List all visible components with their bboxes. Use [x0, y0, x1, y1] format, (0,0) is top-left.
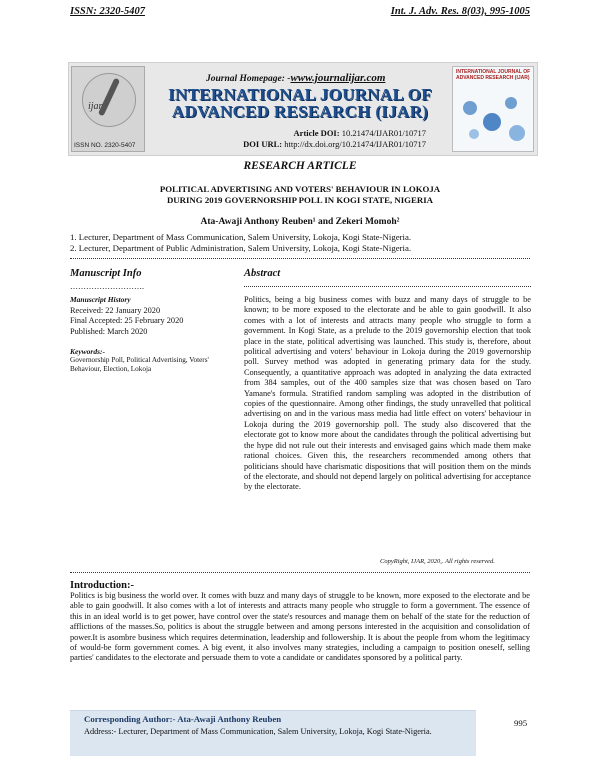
homepage-label: Journal Homepage: -	[206, 74, 291, 84]
molecule-icon	[463, 101, 477, 115]
abstract-text: Politics, being a big business comes with buzz and many days of struggle to be known; to be more exposed to the electorate and be able to gain goodwill. It also comes with a lot of interests and attracts many people who struggle to form a government. In Kogi State, as a prelude to the 2019 governorship election that took place in the state, political advertising was launched. This study is, therefore, about political advertising and voters' behaviour in Lokoja during the 2019 governorship poll. Survey method was adopted in generating primary data for the study. Consequently, a quantitative approach was adopted in analyzing the data extracted from 384 samples, out of the 400 samples size that was chosen based on Taro Yamane's formula. Stratified random sampling was adopted in the distribution of copies of the questionnaire. Among other findings, the study unravelled that political advertising on and in the various mass media had little effect on voters' behaviour in Lokoja during the 2019 governorship poll. The study also discovered that the electorate got to know more about the candidates through the political advertising but the hype did not rule out their interests and envisaged gains which made them make rational choices. Given this, the researchers recommended among others that politicians should have charismatic dispositions that will position them on the minds of the electorate, and should not depend largely on political advertising for acceptance by the electorate.	[244, 295, 531, 492]
article-authors: Ata-Awaji Anthony Reuben¹ and Zekeri Momoh²	[200, 217, 400, 227]
keywords: Governorship Poll, Political Advertising, Voters' Behaviour, Election, Lokoja	[70, 356, 209, 373]
corresponding-author-box	[70, 710, 476, 756]
article-title: POLITICAL ADVERTISING AND VOTERS' BEHAVIOUR IN LOKOJA DURING 2019 GOVERNORSHIP POLL IN KOGI STATE, NIGERIA	[159, 184, 441, 205]
abstract-heading: Abstract	[244, 268, 281, 279]
cover-title: INTERNATIONAL JOURNAL OF ADVANCED RESEARCH (IJAR)	[456, 69, 531, 81]
manuscript-dots: ……………………….	[70, 282, 144, 291]
article-doi-label: Article DOI:	[293, 128, 340, 138]
affiliation-2: 2. Lecturer, Department of Public Administration, Salem University, Lokoja, Kogi State-Nigeria.	[70, 243, 412, 253]
citation-label: Int. J. Adv. Res. 8(03), 995-1005	[390, 6, 530, 17]
introduction-text: Politics is big business the world over. It comes with buzz and many days of struggle to be known, more exposed to the electorate and be able to gain goodwill. It also comes with a lot of interests and attracts many people who struggle to form a government. The essence of this in an ideal world is to get power, have control over the state's resources and manage them on behalf of the state for the reduction of afflictions of the masses.So, politics is about the struggle between and among persons interested in the acquisition and consolidation of power.It is asombre business which requires determination, leadership and followership. It is about the people from whom the legitimacy of would-be form government comes. A big event, it also involves many strategies, including a campaign to position oneself, selling parties' candidates to the electorate and persuade them to vote a candidate or candidates sponsored by a political party.	[70, 591, 530, 663]
doi-block	[236, 128, 426, 149]
journal-title: INTERNATIONAL JOURNAL OF ADVANCED RESEARCH (IJAR)	[168, 85, 432, 121]
journal-homepage	[206, 72, 385, 84]
molecule-icon	[509, 125, 525, 141]
corresponding-author: Corresponding Author:- Ata-Awaji Anthony Reuben	[84, 714, 282, 724]
doi-url-label: DOI URL:	[243, 138, 283, 149]
manuscript-info-heading: Manuscript Info	[70, 268, 142, 279]
logo-issn: ISSN NO. 2320-5407	[74, 142, 136, 149]
molecule-icon	[469, 129, 479, 139]
divider	[70, 256, 530, 259]
running-header	[70, 6, 530, 17]
affiliation-1: 1. Lecturer, Department of Mass Communication, Salem University, Lokoja, Kogi State-Nigeria.	[70, 232, 412, 242]
article-doi: 10.21474/IJAR01/10717	[341, 128, 426, 138]
journal-cover-image	[452, 66, 534, 152]
published-date: Published: March 2020	[70, 326, 148, 336]
molecule-icon	[483, 113, 501, 131]
article-type: RESEARCH ARTICLE	[243, 160, 357, 172]
doi-url-link[interactable]: http://dx.doi.org/10.21474/IJAR01/10717	[284, 138, 426, 149]
abstract-divider	[244, 284, 531, 287]
accepted-date: Final Accepted: 25 February 2020	[70, 316, 184, 326]
manuscript-history-label: Manuscript History	[70, 295, 131, 304]
issn-label: ISSN: 2320-5407	[70, 6, 145, 17]
manuscript-history	[70, 306, 183, 337]
keywords-label: Keywords:-	[70, 347, 105, 356]
journal-logo	[71, 66, 145, 152]
page-number: 995	[514, 718, 528, 728]
copyright-notice: CopyRight, IJAR, 2020,. All rights reserved.	[380, 558, 495, 565]
divider	[70, 570, 530, 573]
homepage-link[interactable]: www.journalijar.com	[290, 72, 386, 84]
introduction-heading: Introduction:-	[70, 580, 134, 591]
molecule-icon	[505, 97, 517, 109]
author-address: Address:- Lecturer, Department of Mass Communication, Salem University, Lokoja, Kogi State-Nigeria.	[84, 727, 432, 736]
logo-text: ijar	[88, 101, 103, 112]
received-date: Received: 22 January 2020	[70, 306, 161, 315]
